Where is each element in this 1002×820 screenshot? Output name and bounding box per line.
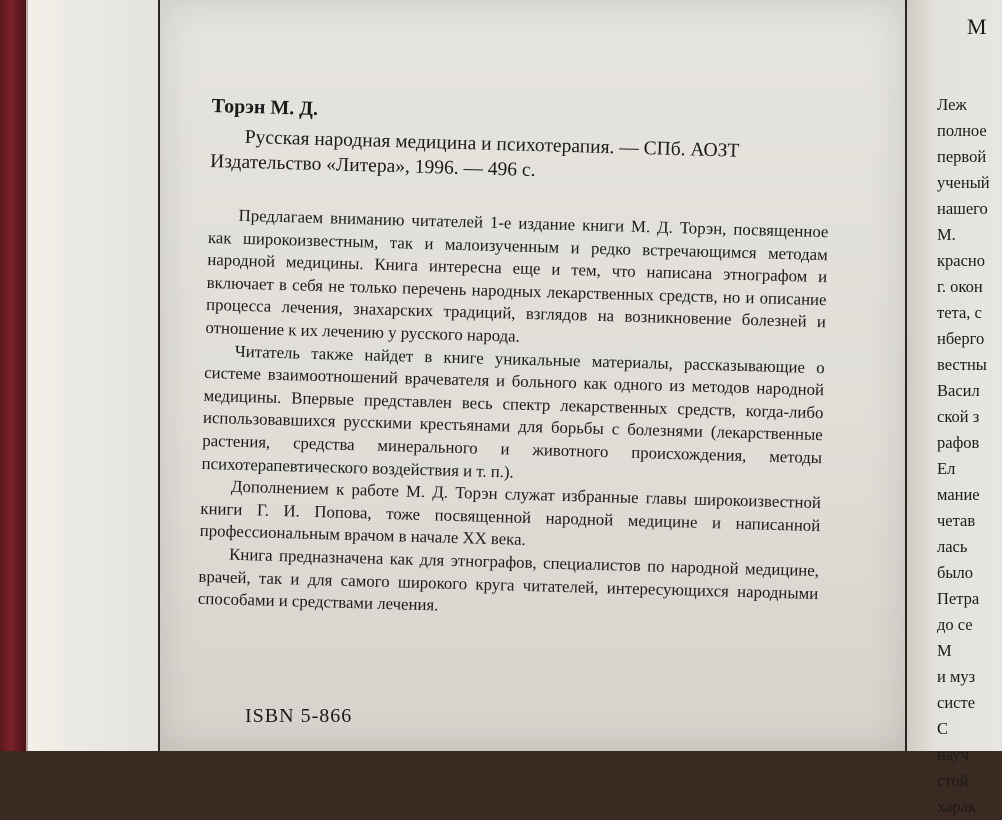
annotation-paragraph: Дополнением к работе М. Д. Торэн служат избранные главы широкоизвестной книги Г. И. Попова, тоже посвященной народной медицине и написанной профессиональным врачом в начале XX века. bbox=[199, 476, 822, 550]
right-page-line: тета, с bbox=[937, 303, 982, 322]
right-page-line: вестны bbox=[937, 355, 987, 374]
right-page-fragment bbox=[905, 0, 1002, 816]
isbn-number: ISBN 5-866 bbox=[245, 705, 353, 727]
right-page-line: мание bbox=[937, 485, 980, 504]
annotation-paragraph: Предлагаем вниманию читателей 1-е издание книги М. Д. Торэн, посвященное как широкоизвестным, так и малоизученным и редко встречающимся методам народной медицины. Книга интересна еще и тем, что написана этнографом и включает в себя не только перечень народных лекарственных средств, но и описание процесса лечения, знахарских традиций, взглядов на возникновение болезней и отношение к их лечению у русского народа. bbox=[205, 205, 829, 346]
main-page bbox=[158, 0, 907, 751]
right-page-line: лась bbox=[937, 537, 968, 556]
right-page-line: до се bbox=[937, 615, 973, 634]
annotation-paragraph: Читатель также найдет в книге уникальные материалы, рассказывающие о системе взаимоотношений врачевателя и больного как одного из методов народной медицины. Впервые представлен весь спектр лекарственных средств, когда-либо использовавшихся русскими крестьянами для борьбы с болезнями (лекарственные растения, средства минерального и животного происхождения, методы психотерапевтического воздействия и т. п.). bbox=[201, 341, 825, 482]
right-page-line: было bbox=[937, 563, 973, 582]
right-page-line: С bbox=[937, 719, 949, 738]
right-page-line: М. bbox=[937, 225, 956, 244]
right-page-line: г. окон bbox=[937, 277, 983, 296]
right-page-line: ученый bbox=[937, 173, 990, 192]
right-page-line: полное bbox=[937, 121, 987, 140]
right-page-line: стой bbox=[937, 771, 969, 790]
bibliographic-entry: Русская народная медицина и психотерапия. — СПб. АОЗТ Издательство «Литера», 1996. — 496 с. bbox=[209, 126, 740, 182]
right-page-line: Ел bbox=[937, 459, 956, 478]
right-page-line: и муз bbox=[937, 667, 976, 686]
author-name: Торэн М. Д. bbox=[211, 95, 319, 120]
right-page-line: нашего bbox=[937, 199, 988, 218]
right-page-line: красно bbox=[937, 251, 985, 270]
right-page-line: науч bbox=[937, 745, 969, 764]
right-page-line: М bbox=[937, 641, 952, 660]
right-page-line: систе bbox=[937, 693, 976, 712]
right-page-line: Васил bbox=[937, 381, 980, 400]
right-page-line: харак bbox=[937, 797, 976, 816]
right-page-line: нберго bbox=[937, 329, 985, 348]
right-page-line: Петра bbox=[937, 589, 980, 608]
page-content bbox=[198, 95, 832, 628]
annotation-paragraph: Книга предназначена как для этнографов, специалистов по народной медицине, врачей, так и для самого широкого круга читателей, интересующихся народными способами и средствами лечения. bbox=[197, 544, 820, 615]
right-page-line: рафов bbox=[937, 433, 980, 452]
book-cover-edge bbox=[0, 0, 26, 751]
right-page-header: М bbox=[967, 14, 987, 39]
right-page-line: ской з bbox=[937, 407, 980, 426]
right-page-line: четав bbox=[937, 511, 976, 530]
right-page-text bbox=[937, 92, 990, 820]
left-page-strip bbox=[60, 0, 170, 751]
right-page-line: первой bbox=[937, 147, 987, 166]
right-page-line: Леж bbox=[937, 95, 967, 114]
